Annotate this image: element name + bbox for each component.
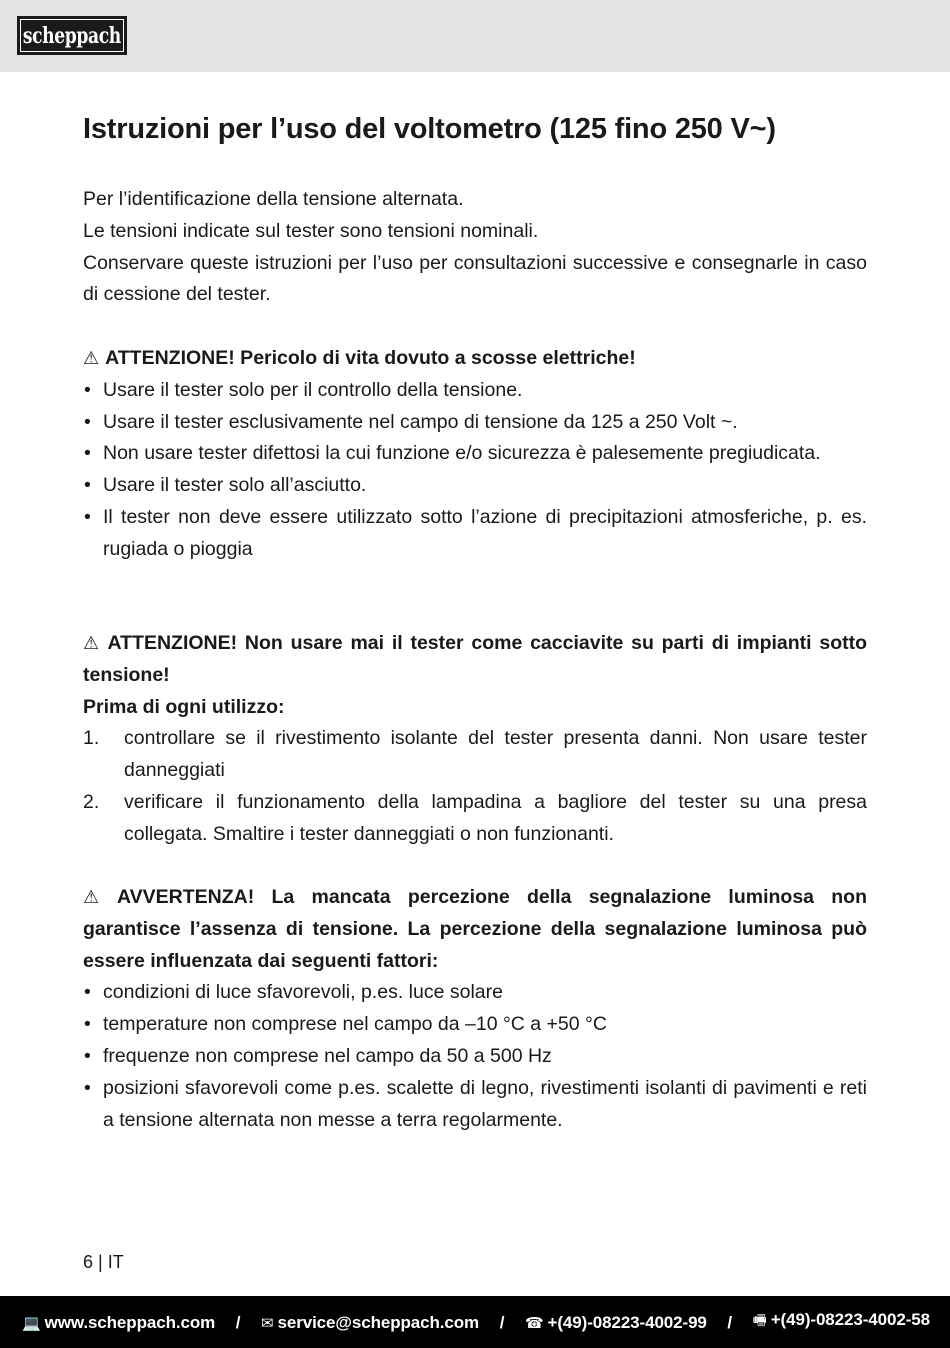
page-number-separator: | xyxy=(98,1252,103,1272)
list-item: • Non usare tester difettosi la cui funzione e/o sicurezza è palesemente pregiudicata. xyxy=(83,438,867,470)
warning-section-1 xyxy=(83,343,867,566)
footer-email[interactable]: ✉ service@scheppach.com xyxy=(261,1312,480,1332)
scheppach-logo xyxy=(17,16,127,55)
page-language: IT xyxy=(107,1252,124,1272)
contact-line xyxy=(22,1310,930,1335)
list-item: • condizioni di luce sfavorevoli, p.es. luce solare xyxy=(83,977,867,1009)
page-number xyxy=(83,1252,124,1273)
page-title: Istruzioni per l’uso del voltometro (125 fino 250 V~) xyxy=(83,113,776,145)
factors-list xyxy=(83,977,867,1136)
footer-divider: / xyxy=(727,1312,733,1332)
envelope-icon: ✉ xyxy=(261,1313,274,1332)
intro-section xyxy=(83,184,867,311)
warning-triangle-icon: ⚠ xyxy=(83,348,100,369)
warning-section-3 xyxy=(83,882,867,1136)
footer-phone: ☎ +(49)-08223-4002-99 xyxy=(524,1312,707,1332)
list-item: • posizioni sfavorevoli come p.es. scalette di legno, rivestimenti isolanti di pavimenti e reti a tensione alternata non messe a terra regolarmente. xyxy=(83,1073,867,1137)
intro-line: Le tensioni indicate sul tester sono tensioni nominali. xyxy=(83,219,539,242)
computer-icon: 💻 xyxy=(22,1313,41,1332)
intro-line: Per l’identificazione della tensione alternata. xyxy=(83,188,464,210)
footer-fax: 🖷 +(49)-08223-4002-58 xyxy=(752,1310,930,1329)
list-item: • frequenze non comprese nel campo da 50 a 500 Hz xyxy=(83,1041,867,1073)
list-item: • temperature non comprese nel campo da –10 °C a +50 °C xyxy=(83,1009,867,1041)
warning-triangle-icon: ⚠ xyxy=(83,887,111,908)
list-item: • Usare il tester solo all’asciutto. xyxy=(83,470,867,502)
footer-bar xyxy=(0,1296,950,1348)
footer-divider: / xyxy=(235,1312,241,1332)
warning-triangle-icon: ⚠ xyxy=(83,633,102,654)
header-bar xyxy=(0,0,950,72)
warning-heading: ⚠ AVVERTENZA! La mancata percezione della segnalazione luminosa non garantisce l’assenza di tensione. La percezione della segnalazione luminosa può essere influenzata dai seguenti fattori: xyxy=(83,886,867,972)
page-number-value: 6 xyxy=(83,1252,94,1272)
list-item: • Usare il tester solo per il controllo della tensione. xyxy=(83,375,867,407)
fax-icon: 🖷 xyxy=(752,1311,767,1329)
footer-website[interactable]: 💻 www.scheppach.com xyxy=(22,1312,216,1332)
warning-heading: ⚠ ATTENZIONE! Pericolo di vita dovuto a scosse elettriche! xyxy=(83,347,636,369)
warning-section-2 xyxy=(83,628,867,851)
warning-heading: ⚠ ATTENZIONE! Non usare mai il tester come cacciavite su parti di impianti sotto tensione! xyxy=(83,632,868,686)
list-item: • Il tester non deve essere utilizzato sotto l’azione di precipitazioni atmosferiche, p. es. rugiada o pioggia xyxy=(83,502,867,566)
steps-list xyxy=(83,723,867,850)
subheading: Prima di ogni utilizzo: xyxy=(83,695,285,718)
warning-list xyxy=(83,375,867,566)
intro-line: Conservare queste istruzioni per l’uso per consultazioni successive e consegnarle in caso di cessione del tester. xyxy=(83,251,867,306)
telephone-icon: ☎ xyxy=(524,1313,544,1332)
list-item: 2. verificare il funzionamento della lampadina a bagliore del tester su una presa collegata. Smaltire i tester danneggiati o non funzionanti. xyxy=(83,790,867,845)
logo-text: scheppach xyxy=(22,22,122,49)
footer-divider: / xyxy=(499,1312,505,1332)
list-item: 1. controllare se il rivestimento isolante del tester presenta danni. Non usare tester danneggiati xyxy=(83,727,867,782)
list-item: • Usare il tester esclusivamente nel campo di tensione da 125 a 250 Volt ~. xyxy=(83,407,867,439)
